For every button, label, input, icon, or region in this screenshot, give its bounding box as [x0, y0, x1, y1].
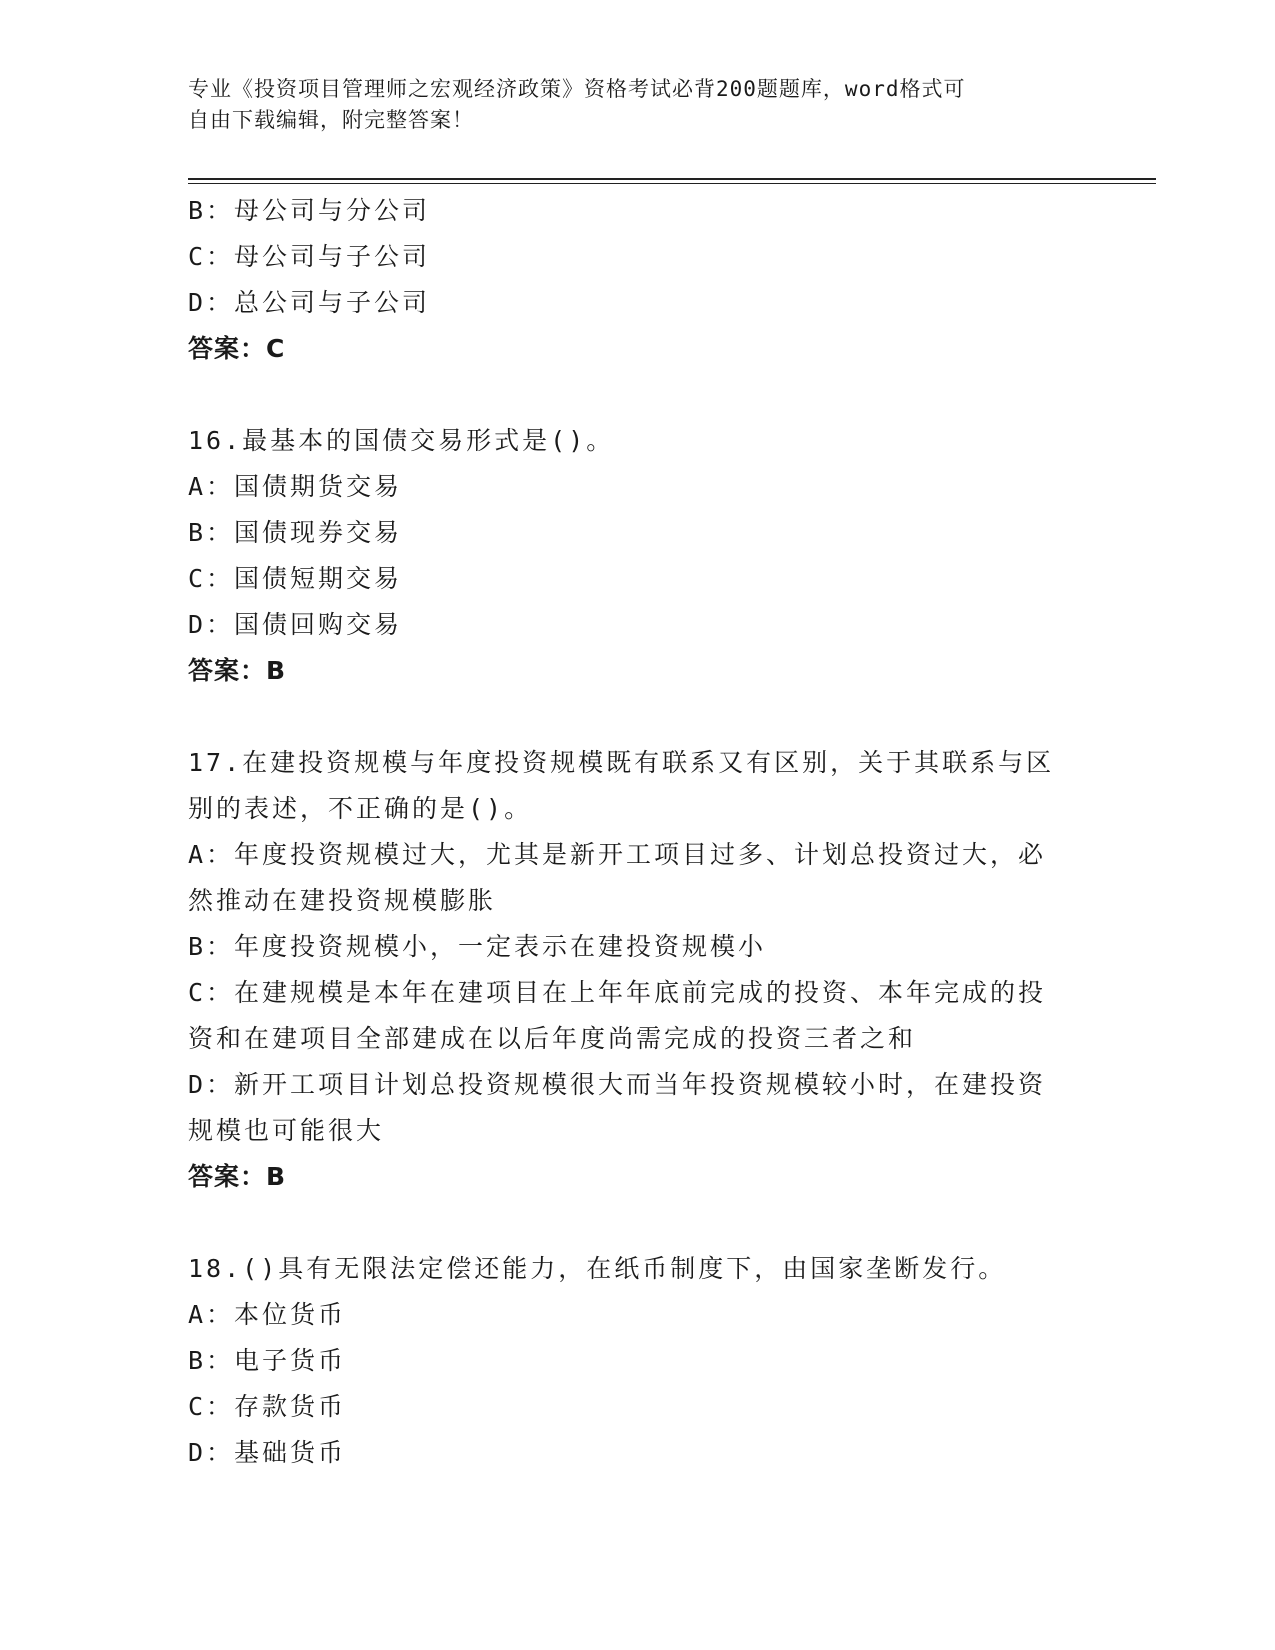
q16-option-d: D：国债回购交易	[188, 610, 403, 639]
q17-option-c-line-2: 资和在建项目全部建成在以后年度尚需完成的投资三者之和	[188, 1024, 917, 1053]
q16-option-a: A：国债期货交易	[188, 472, 403, 501]
header-line-2: 自由下载编辑，附完整答案！	[188, 108, 474, 132]
q16-stem: 16.最基本的国债交易形式是()。	[188, 426, 615, 455]
q17-option-a-line-1: A：年度投资规模过大，尤其是新开工项目过多、计划总投资过大，必	[188, 840, 1047, 869]
q16-option-b: B：国债现券交易	[188, 518, 403, 547]
q18-stem: 18.()具有无限法定偿还能力，在纸币制度下，由国家垄断发行。	[188, 1254, 1007, 1283]
q17-option-c-line-1: C：在建规模是本年在建项目在上年年底前完成的投资、本年完成的投	[188, 978, 1047, 1007]
q17-option-d-line-2: 规模也可能很大	[188, 1116, 385, 1145]
q15-answer: 答案：C	[188, 334, 286, 363]
q17-stem-line-2: 别的表述，不正确的是()。	[188, 794, 533, 823]
q15-option-b: B：母公司与分公司	[188, 196, 431, 225]
question-18	[188, 1246, 1068, 1476]
q16-answer: 答案：B	[188, 656, 287, 685]
question-gap	[188, 694, 1068, 740]
question-body	[188, 188, 1068, 1476]
q18-option-b: B：电子货币	[188, 1346, 347, 1375]
q15-option-d: D：总公司与子公司	[188, 288, 431, 317]
q18-option-a: A：本位货币	[188, 1300, 347, 1329]
q17-stem-line-1: 17.在建投资规模与年度投资规模既有联系又有区别，关于其联系与区	[188, 748, 1055, 777]
header-rule-thick	[188, 178, 1156, 180]
question-16	[188, 418, 1068, 694]
question-gap	[188, 372, 1068, 418]
question-15	[188, 188, 1068, 372]
q17-option-b: B：年度投资规模小，一定表示在建投资规模小	[188, 932, 767, 961]
q15-option-c: C：母公司与子公司	[188, 242, 431, 271]
q17-answer: 答案：B	[188, 1162, 287, 1191]
q17-option-a-line-2: 然推动在建投资规模膨胀	[188, 886, 497, 915]
document-header	[188, 74, 1088, 136]
q16-option-c: C：国债短期交易	[188, 564, 403, 593]
header-line-1: 专业《投资项目管理师之宏观经济政策》资格考试必背200题题库，word格式可	[188, 77, 966, 101]
q18-option-d: D：基础货币	[188, 1438, 347, 1467]
question-gap	[188, 1200, 1068, 1246]
q18-option-c: C：存款货币	[188, 1392, 347, 1421]
q17-option-d-line-1: D：新开工项目计划总投资规模很大而当年投资规模较小时，在建投资	[188, 1070, 1047, 1099]
question-17	[188, 740, 1068, 1200]
header-rule-thin	[188, 183, 1156, 184]
